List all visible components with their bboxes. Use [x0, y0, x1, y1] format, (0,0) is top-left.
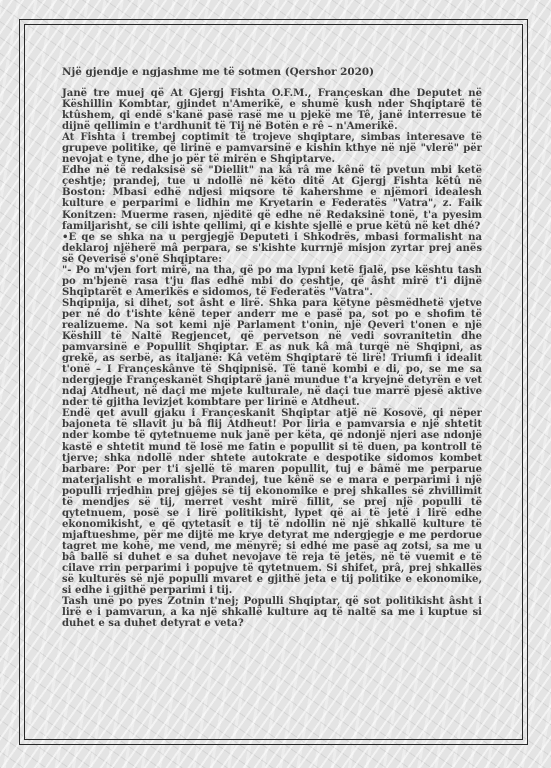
- paragraph: At Fishta i trembej coptimit të trojeve shqiptare, simbas interesave të grupeve politike, që lirinë e pamvarsinë e kishin kthye në një "vlerë" për nevojat e tyne, dhe jo për të mirën e Shqiptarve.: [62, 132, 482, 166]
- paragraph: Edhe në të redaksisë së "Diellit" na kâ râ me kênë të pvetun mbi ketë çeshtje; prandej, tue u ndollë në këto ditë At Gjergj Fishta këtû në Boston: Mbasi edhë ndjesi miqsore të kahershme e njëmori idealesh kulture e perparimi e lidhin me Kryetarin e Federatës "Vatra", z. Faik Konitzen: Muerme rasen, njëditë që edhe në Redaksinë tonë, t'a pyesim familjarisht, se cili ishte qellimi, qi e kishte sjellë e prue këtû në ket dhé?: [62, 165, 482, 232]
- paragraph: Endë qet avull gjaku i Françeskanit Shqiptar atjë në Kosovë, qi nëper bajoneta të sllavit ju bâ flij Atdheut! Por liria e pamvarsia e një shtetit nder kombe të qytetnueme nuk janë per këta, që ndonjë njeri ase ndonjë kastë e shtetit mund të losë me fatin e popullit si të duen, pa kontroll të tjerve; shka ndollë nder shtete autokrate e despotike sidomos kombet barbare: Por per t'i sjellë të maren popullit, tuj e bâmë me perparue materjalisht e moralisht. Prandej, tue kênë se e mara e perparimi i një populli rrjedhin prej gjêjes së tij ekonomike e prej shkalles së zhvillimit të mendjes së tij, merret vesht mirë fillit, se prej një populli të qytetnuem, posë se i lirë politikisht, lypet që ai të jetë i lirë edhe ekonomikisht, e që qytetasit e tij të ndollin në një shkallë kulture të mjaftueshme, për me dijtë me krye detyrat me ndergjegje e me perdorue tagret me kohë, me vend, me mënyrë; si edhé me pasë aq zotsi, sa me u bâ ballë si duhet e sa duhet nevojave të reja të jetës, në të vuemit e të cilave rrin perparimi i popujve të qytetnuem. Si shifet, prâ, prej shkallës së kulturës së një populli mvaret e gjithë jeta e tij politike e ekonomike, si edhe i gjithë perparimi i tij.: [62, 408, 482, 597]
- article-title: Një gjendje e ngjashme me të sotmen (Qershor 2020): [62, 66, 375, 78]
- paragraph: •E qe se shka na u pergjegjë Deputeti i Shkodrës, mbasi formalisht na deklaroj njëherë mâ perpara, se s'kishte kurrnjë misjon zyrtar prej anës së Qeverisë s'onë Shqiptare:: [62, 231, 482, 265]
- paragraph: Tash unë po pyes Zotnin t'nej; Populli Shqiptar, që sot politikisht âsht i lirë e i pamvarun, a ka një shkallë kulture aq të naltë sa me i kuptue si duhet e sa duhet detyrat e veta?: [62, 596, 482, 630]
- paragraph: Shqipnija, si dihet, sot âsht e lirë. Shka para këtyne pêsmëdhetë vjetve per né do t'ishte kênë teper anderr me e pasë pa, sot po e shofim të realizueme. Na sot kemi një Parlament t'onin, një Qeveri t'onen e një Këshill të Naltë Regjencet, që pervetson në vedi sovranitetin dhe pamvarsinë e Popullit Shqiptar. E as nuk kâ mâ turqë në Shqipni, as grekë, as serbë, as italjanë: Kâ vetëm Shqiptarë të lirë! Triumfi i idealit t'onë – I Françeskânve të Shqipnisë. Të tanë kombi e di, po, se me sa ndergjegje Françeskanët Shqiptarë janë mundue t'a kryejnë detyrën e vet ndaj Atdheut, në daçi me mjete kulturale, në daçi tue marrë pjesë aktive nder të gjitha levizjet kombtare per lirinë e Atdheut.: [62, 297, 482, 409]
- article-body: [62, 66, 482, 629]
- paragraph: Janë tre muej që At Gjergj Fishta O.F.M., Françeskan dhe Deputet në Këshillin Kombtar, gjindet n'Amerikë, e shumë kush nder Shqiptarë të ktûshem, qi endë s'kanë pasë rasë me u pjekë me Tê, janë interresue të dijnë qellimin e t'ardhunit të Tij në Botën e rê – n'Amerikë.: [62, 88, 482, 133]
- paragraph: "- Po m'vjen fort mirë, na tha, që po ma lypni ketë fjalë, pse kështu tash po m'bjenë rasa t'ju flas edhë mbi do çeshtje, që âsht mirë t'i dijnë Shqiptarët e Amerikës e sidomos, të Federatës "Vatra".: [62, 264, 482, 298]
